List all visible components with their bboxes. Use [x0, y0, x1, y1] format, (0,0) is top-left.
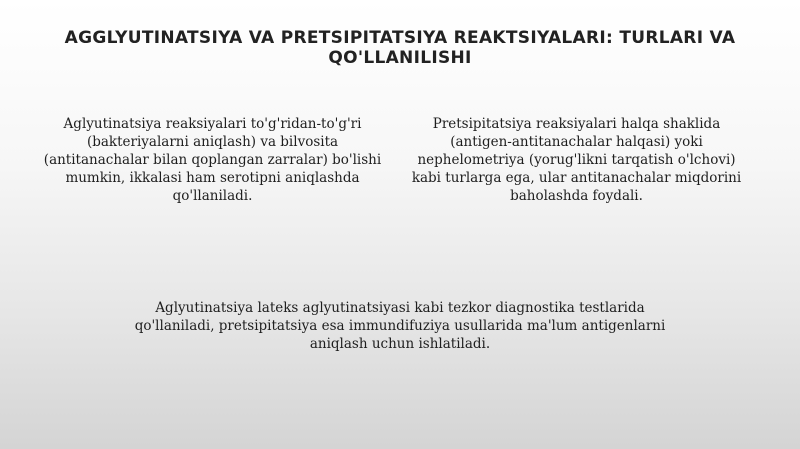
right-column-text: Pretsipitatsiya reaksiyalari halqa shaklida (antigen-antitanachalar halqasi) yoki nephelometriya (yorug'likni tarqatish o'lchovi) kabi turlarga ega, ular antitanachalar miqdorini baholashda foydali. — [411, 116, 742, 204]
left-column-text: Aglyutinatsiya reaksiyalari to'g'ridan-to'g'ri (bakteriyalarni aniqlash) va bilvosita (antitanachalar bilan qoplangan zarralar) bo'lishi mumkin, ikkalasi ham serotipni aniqlashda qo'llaniladi. — [43, 116, 382, 204]
slide-title: AGGLYUTINATSIYA VA PRETSIPITATSIYA REAKTSIYALARI: TURLARI VA QO'LLANILISHI — [64, 28, 736, 68]
bottom-summary-text: Aglyutinatsiya lateks aglyutinatsiyasi kabi tezkor diagnostika testlarida qo'llaniladi, pretsipitatsiya esa immundifuziya usullarida ma'lum antigenlarni aniqlash uchun ishlatiladi. — [134, 300, 666, 352]
